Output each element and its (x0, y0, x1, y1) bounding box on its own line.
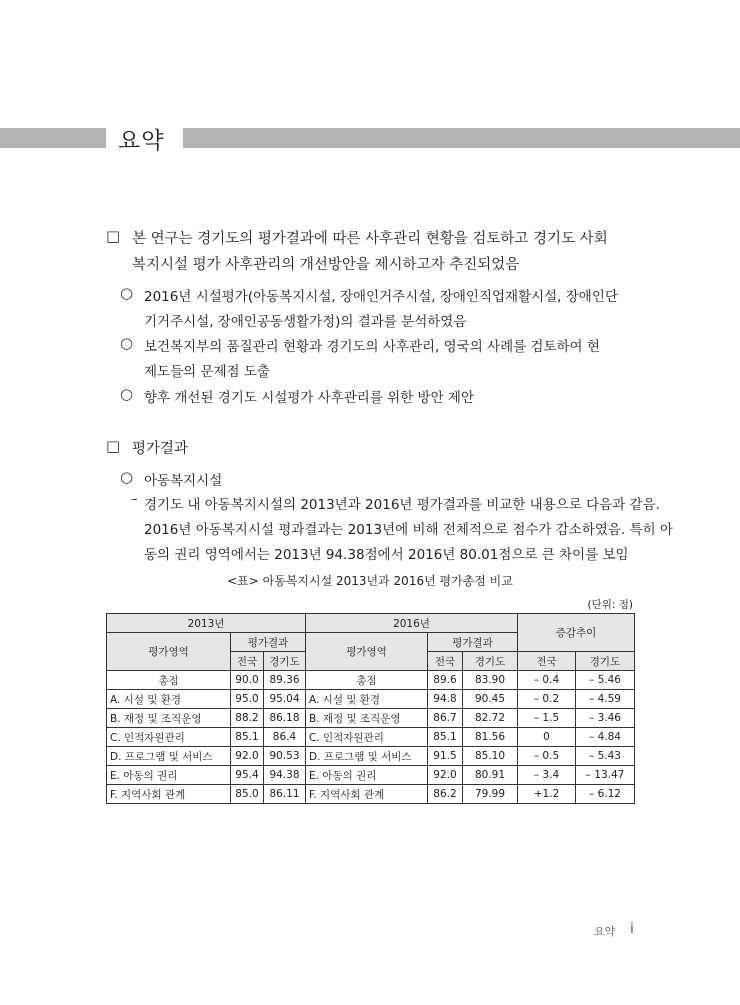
change-cell: – 4.59 (576, 690, 635, 709)
value-cell: 88.2 (231, 709, 264, 728)
value-cell: 85.1 (428, 728, 463, 747)
list-item: 기거주시설, 장애인공동생활가정)의 결과를 분석하였음 (144, 314, 467, 330)
value-cell: 92.0 (231, 747, 264, 766)
heading-bar-left (0, 128, 106, 148)
table-caption: <표> 아동복지시설 2013년과 2016년 평가총점 비교 (227, 574, 513, 588)
value-cell: 95.4 (231, 766, 264, 785)
gyeonggi-header: 경기도 (576, 652, 635, 671)
value-cell: 83.90 (463, 671, 518, 690)
area-header-2016: 평가영역 (306, 633, 428, 671)
heading-bar-right (183, 128, 740, 148)
value-cell: 82.72 (463, 709, 518, 728)
result-header-2013: 평가결과 (231, 633, 306, 652)
value-cell: 95.0 (231, 690, 264, 709)
value-cell: 79.99 (463, 785, 518, 804)
year-2016-header: 2016년 (306, 614, 518, 633)
value-cell: 86.7 (428, 709, 463, 728)
area-cell: D. 프로그램 및 서비스 (107, 747, 231, 766)
value-cell: 86.2 (428, 785, 463, 804)
comparison-table (106, 613, 635, 804)
area-cell: B. 재정 및 조직운영 (306, 709, 428, 728)
area-cell: A. 시설 및 환경 (107, 690, 231, 709)
table-row (107, 785, 635, 804)
area-cell: E. 아동의 권리 (107, 766, 231, 785)
change-header: 증감추이 (518, 614, 635, 652)
value-cell: 90.45 (463, 690, 518, 709)
result-text: 2016년 아동복지시설 평과결과는 2013년에 비해 전체적으로 점수가 감소하였음. 특히 아 (144, 522, 673, 538)
value-cell: 86.18 (264, 709, 306, 728)
table-row (107, 728, 635, 747)
summary-line: 복지시설 평가 사후관리의 개선방안을 제시하고자 추진되었음 (132, 257, 520, 273)
change-cell: – 0.2 (518, 690, 576, 709)
table-row (107, 709, 635, 728)
table-unit: (단위: 점) (587, 599, 633, 611)
area-cell: 총점 (306, 671, 428, 690)
change-cell: – 3.4 (518, 766, 576, 785)
change-cell: – 1.5 (518, 709, 576, 728)
area-cell: F. 지역사회 관계 (107, 785, 231, 804)
subsection-title: 아동복지시설 (144, 473, 223, 489)
list-item: 향후 개선된 경기도 시설평가 사후관리를 위한 방안 제안 (144, 390, 474, 406)
table-row (107, 766, 635, 785)
value-cell: 89.6 (428, 671, 463, 690)
change-cell: – 4.84 (576, 728, 635, 747)
value-cell: 86.11 (264, 785, 306, 804)
circle-bullet-icon: ○ (120, 468, 134, 486)
change-cell: – 5.46 (576, 671, 635, 690)
square-bullet-icon: □ (106, 227, 121, 245)
list-item: 2016년 시설평가(아동복지시설, 장애인거주시설, 장애인직업재활시설, 장애인단 (144, 289, 618, 305)
summary-line: 본 연구는 경기도의 평가결과에 따른 사후관리 현황을 검토하고 경기도 사회 (132, 231, 608, 247)
area-header-2013: 평가영역 (107, 633, 231, 671)
list-item: 보건복지부의 품질관리 현황과 경기도의 사후관리, 영국의 사례를 검토하여 현 (144, 339, 600, 355)
page-number: i (630, 921, 634, 937)
value-cell: 91.5 (428, 747, 463, 766)
value-cell: 85.0 (231, 785, 264, 804)
area-cell: C. 인적자원관리 (107, 728, 231, 747)
area-cell: E. 아동의 권리 (306, 766, 428, 785)
value-cell: 81.56 (463, 728, 518, 747)
area-cell: A. 시설 및 환경 (306, 690, 428, 709)
change-cell: – 5.43 (576, 747, 635, 766)
square-bullet-icon: □ (106, 437, 121, 455)
value-cell: 86.4 (264, 728, 306, 747)
result-text: 경기도 내 아동복지시설의 2013년과 2016년 평가결과를 비교한 내용으로 다음과 같음. (144, 497, 660, 513)
value-cell: 85.10 (463, 747, 518, 766)
value-cell: 94.8 (428, 690, 463, 709)
national-header: 전국 (518, 652, 576, 671)
area-cell: F. 지역사회 관계 (306, 785, 428, 804)
table-row (107, 690, 635, 709)
value-cell: 95.04 (264, 690, 306, 709)
value-cell: 90.53 (264, 747, 306, 766)
value-cell: 94.38 (264, 766, 306, 785)
section-title: 평가결과 (132, 441, 189, 457)
value-cell: 92.0 (428, 766, 463, 785)
area-cell: B. 재정 및 조직운영 (107, 709, 231, 728)
value-cell: 89.36 (264, 671, 306, 690)
dash-bullet-icon: – (131, 492, 138, 507)
page-title: 요약 (118, 128, 165, 154)
circle-bullet-icon: ○ (120, 284, 134, 302)
change-cell: +1.2 (518, 785, 576, 804)
change-cell: 0 (518, 728, 576, 747)
year-2013-header: 2013년 (107, 614, 306, 633)
value-cell: 80.91 (463, 766, 518, 785)
national-header: 전국 (231, 652, 264, 671)
list-item: 제도들의 문제점 도출 (144, 364, 270, 380)
gyeonggi-header: 경기도 (264, 652, 306, 671)
national-header: 전국 (428, 652, 463, 671)
result-text: 동의 권리 영역에서는 2013년 94.38점에서 2016년 80.01점으로 큰 차이를 보임 (144, 547, 629, 563)
change-cell: – 13.47 (576, 766, 635, 785)
table-row (107, 671, 635, 690)
footer-label: 요약 (594, 925, 616, 938)
area-cell: C. 인적자원관리 (306, 728, 428, 747)
area-cell: D. 프로그램 및 서비스 (306, 747, 428, 766)
circle-bullet-icon: ○ (120, 385, 134, 403)
circle-bullet-icon: ○ (120, 334, 134, 352)
change-cell: – 0.5 (518, 747, 576, 766)
result-header-2016: 평가결과 (428, 633, 518, 652)
change-cell: – 0.4 (518, 671, 576, 690)
value-cell: 90.0 (231, 671, 264, 690)
gyeonggi-header: 경기도 (463, 652, 518, 671)
value-cell: 85.1 (231, 728, 264, 747)
table-row (107, 747, 635, 766)
area-cell: 총점 (107, 671, 231, 690)
change-cell: – 3.46 (576, 709, 635, 728)
change-cell: – 6.12 (576, 785, 635, 804)
